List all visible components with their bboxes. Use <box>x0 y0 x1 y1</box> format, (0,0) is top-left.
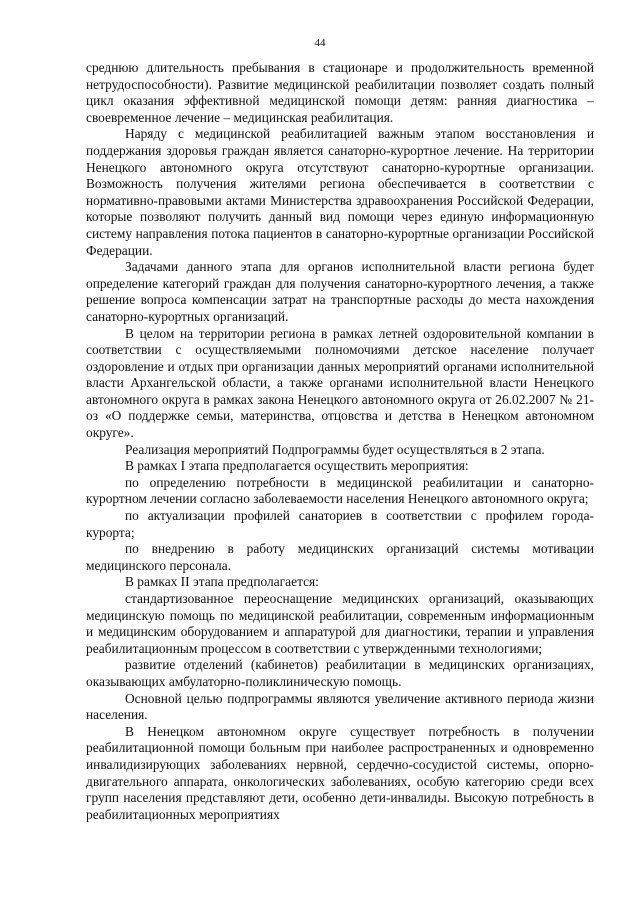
paragraph: В Ненецком автономном округе существует потребность в получении реабилитационной помощи больным при наиболее распространенных и одновременно инвалидизирующих заболеваниях нервной, сердечно-сосудистой системы, опорно-двигательного аппарата, онкологических заболеваниях, особую категорию среди всех групп населения представляют дети, особенно дети-инвалиды. Высокую потребность в реабилитационных мероприятиях <box>86 723 594 822</box>
paragraph: В целом на территории региона в рамках летней оздоровительной компании в соответствии с осуществляемыми полномочиями детское население получает оздоровление и отдых при организации данных мероприятий органами исполнительной власти Архангельской области, а также органами исполнительной власти Ненецкого автономного округа в рамках закона Ненецкого автономного округа от 26.02.2007 № 21-оз «О поддержке семьи, материнства, отцовства и детства в Ненецком автономном округе». <box>86 325 594 441</box>
paragraph: Наряду с медицинской реабилитацией важным этапом восстановления и поддержания здоровья граждан является санаторно-курортное лечение. На территории Ненецкого автономного округа отсутствуют санаторно-курортные организации. Возможность получения жителями региона обеспечивается в соответствии с нормативно-правовыми актами Министерства здравоохранения Российской Федерации, которые позволяют получить данный вид помощи через единую информационную систему направления потока пациентов в санаторно-курортные организации Российской Федерации. <box>86 126 594 258</box>
paragraph: Реализация мероприятий Подпрограммы будет осуществляться в 2 этапа. <box>125 441 545 457</box>
paragraph: среднюю длительность пребывания в стационаре и продолжительность временной нетрудоспособности). Развитие медицинской реабилитации позволяет создать полный цикл оказания эффективной медицинской помощи детям: ранняя диагностика – своевременное лечение – медицинская реабилитация. <box>86 60 594 125</box>
paragraph: Основной целью подпрограммы являются увеличение активного периода жизни населения. <box>86 690 594 723</box>
page-number: 44 <box>314 37 326 49</box>
list-item: развитие отделений (кабинетов) реабилитации в медицинских организациях, оказывающих амбулаторно-поликлиническую помощь. <box>86 657 594 689</box>
list-item: по определению потребности в медицинской реабилитации и санаторно-курортном лечении согласно заболеваемости населения Ненецкого автономного округа; <box>86 474 594 507</box>
list-item: по внедрению в работу медицинских организаций системы мотивации медицинского персонала. <box>86 541 594 573</box>
list-item: стандартизованное переоснащение медицинских организаций, оказывающих медицинскую помощь по медицинской реабилитации, современным информационным и медицинским оборудованием и аппаратурой для диагностики, терапии и управления реабилитационным процессом в соответствии с утвержденными технологиями; <box>86 591 594 656</box>
paragraph: В рамках II этапа предполагается: <box>125 574 319 590</box>
paragraph: Задачами данного этапа для органов исполнительной власти региона будет определение категорий граждан для получения санаторно-курортного лечения, а также решение вопроса компенсации затрат на транспортные расходы до места нахождения санаторно-курортных организаций. <box>86 259 594 324</box>
paragraph: В рамках I этапа предполагается осуществить мероприятия: <box>125 458 469 474</box>
list-item: по актуализации профилей санаториев в соответствии с профилем города-курорта; <box>86 508 594 540</box>
document-body <box>86 60 594 823</box>
